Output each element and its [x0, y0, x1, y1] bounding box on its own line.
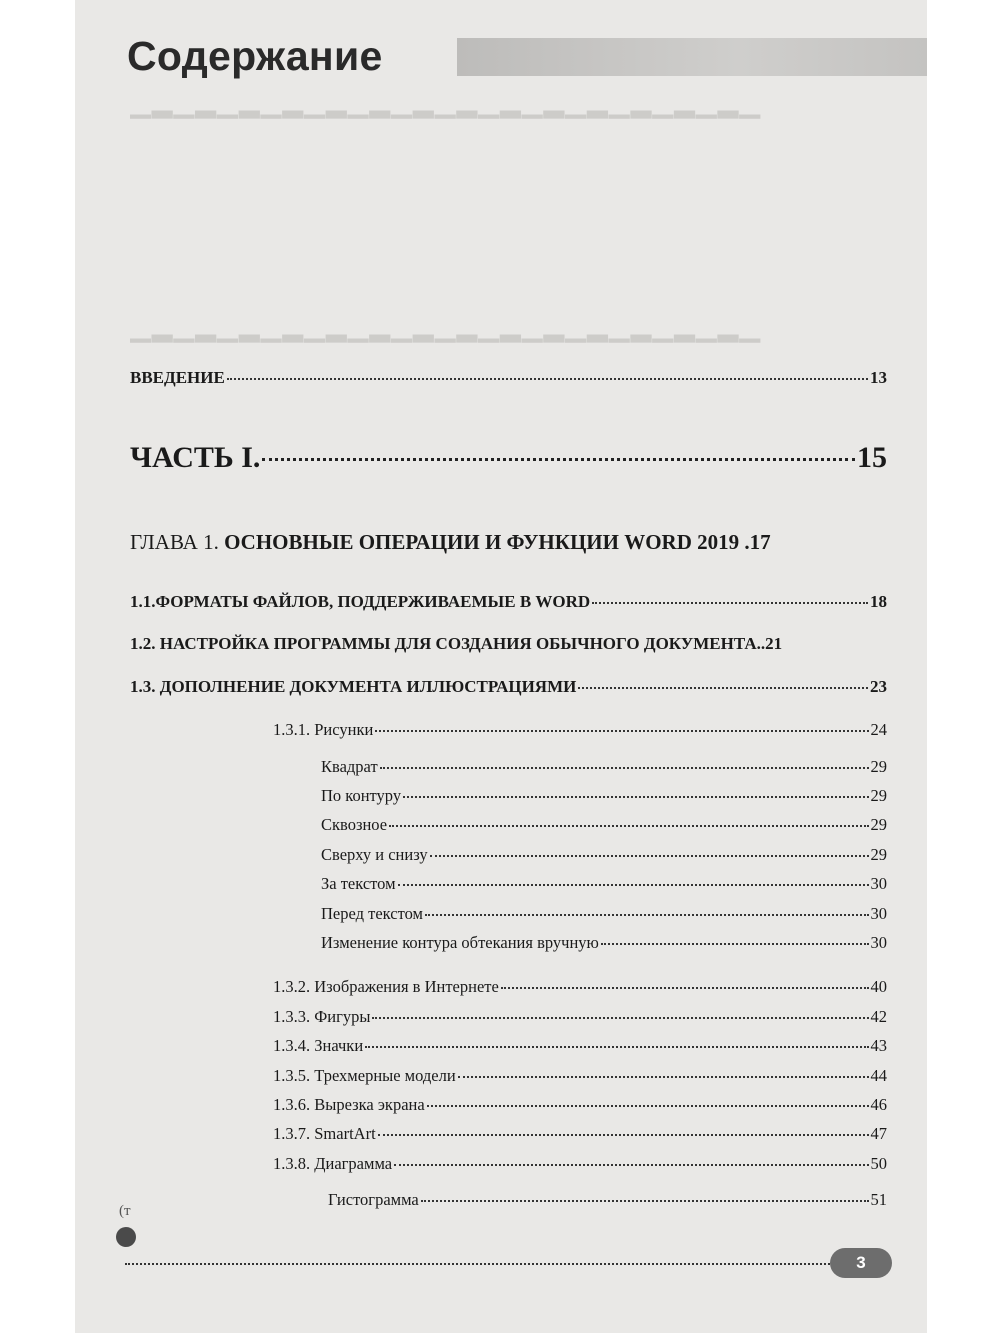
leader-dots [389, 825, 868, 827]
toc-entry-item[interactable] [321, 786, 887, 806]
toc-entry-label: 1.3.5. Трехмерные модели [273, 1066, 456, 1085]
leader-dots [578, 687, 868, 689]
leader-dots [430, 855, 869, 857]
toc-page-number: 30 [870, 874, 887, 893]
page-title: Содержание [127, 33, 383, 79]
leader-dots [378, 1134, 869, 1136]
footer-mark: (т [119, 1203, 131, 1219]
toc-entry-label: ГЛАВА 1. ОСНОВНЫЕ ОПЕРАЦИИ И ФУНКЦИИ WORD 2019 .17 [130, 530, 771, 554]
toc-entry-item[interactable] [321, 815, 887, 835]
leader-dots [421, 1200, 869, 1202]
toc-entry-subsection[interactable] [273, 1066, 887, 1086]
toc-entry-label: 1.3.6. Вырезка экрана [273, 1095, 425, 1114]
toc-entry-item[interactable] [321, 845, 887, 865]
footer-dotted-line [125, 1263, 870, 1265]
toc-entry-label: 1.3. ДОПОЛНЕНИЕ ДОКУМЕНТА ИЛЛЮСТРАЦИЯМИ [130, 677, 577, 696]
toc-entry-item[interactable] [321, 933, 887, 953]
toc-page-number: 50 [870, 1154, 887, 1173]
leader-dots [380, 767, 869, 769]
toc-page-number: 47 [870, 1124, 887, 1143]
toc-entry-label: 1.3.3. Фигуры [273, 1007, 371, 1026]
leader-dots [425, 914, 869, 916]
toc-entry-intro[interactable] [130, 368, 887, 388]
toc-entry-chapter[interactable] [130, 530, 887, 555]
toc-entry-label: 1.1.ФОРМАТЫ ФАЙЛОВ, ПОДДЕРЖИВАЕМЫЕ В WORD [130, 592, 591, 611]
chapter-title: ОСНОВНЫЕ ОПЕРАЦИИ И ФУНКЦИИ WORD 2019 [224, 530, 740, 554]
toc-page-number: 23 [870, 677, 887, 696]
document-page [75, 0, 927, 1333]
toc-page-number: 29 [870, 757, 887, 776]
toc-entry-label: За текстом [321, 874, 396, 893]
toc-entry-section[interactable]: 1.2. НАСТРОЙКА ПРОГРАММЫ ДЛЯ СОЗДАНИЯ ОБЫЧНОГО ДОКУМЕНТА .. 21 [130, 634, 783, 653]
leader-dots [403, 796, 868, 798]
leader-dots [365, 1046, 868, 1048]
toc-entry-label: 1.3.4. Значки [273, 1036, 364, 1055]
toc-page-number: 30 [870, 904, 887, 923]
header-band [457, 38, 927, 76]
toc-page-number: 30 [870, 933, 887, 952]
chapter-prefix: ГЛАВА 1. [130, 530, 219, 554]
leader-dots [372, 1017, 868, 1019]
leader-dots [592, 602, 868, 604]
toc-entry-label: Перед текстом [321, 904, 423, 923]
toc-entry-item[interactable] [321, 874, 887, 894]
toc-page-number: 29 [870, 815, 887, 834]
toc-page-number: 29 [870, 786, 887, 805]
toc-page-number: 46 [870, 1095, 887, 1114]
toc-entry-label: 1.3.1. Рисунки [273, 720, 374, 739]
toc-page-number: 44 [870, 1066, 887, 1085]
toc-entry-item[interactable] [321, 757, 887, 777]
toc-page-number: 13 [870, 368, 887, 387]
toc-page-number: 18 [870, 592, 887, 611]
toc-entry-item[interactable] [321, 904, 887, 924]
toc-entry-label: Изменение контура обтекания вручную [321, 933, 599, 952]
toc-entry-label: Квадрат [321, 757, 378, 776]
toc-entry-label: По контуру [321, 786, 402, 805]
page-number-badge: 3 [830, 1248, 892, 1278]
toc-entry-part[interactable] [130, 441, 887, 475]
toc-entry-item[interactable] [328, 1190, 887, 1210]
toc-entry-subsection[interactable] [273, 1036, 887, 1056]
toc-page-number: 43 [870, 1036, 887, 1055]
toc-entry-section[interactable] [130, 592, 887, 612]
leader-dots [394, 1164, 868, 1166]
show-through-decoration: ▁▂▁▂▁▂▁▂▁▂▁▂▁▂▁▂▁▂▁▂▁▂▁▂▁▂▁▂▁ [130, 312, 762, 342]
toc-page-number: 17 [749, 530, 771, 554]
leader-dots [398, 884, 869, 886]
toc-page-number: 40 [870, 977, 887, 996]
toc-entry-label: Сквозное [321, 815, 388, 834]
leader-dots [601, 943, 869, 945]
toc-entry-subsection[interactable] [273, 1124, 887, 1144]
toc-entry-subsection[interactable] [273, 720, 887, 740]
toc-entry-label: 1.2. НАСТРОЙКА ПРОГРАММЫ ДЛЯ СОЗДАНИЯ ОБЫЧНОГО ДОКУМЕНТА [130, 634, 757, 653]
toc-page-number: 15 [857, 441, 887, 474]
toc-entry-label: 1.3.8. Диаграмма [273, 1154, 393, 1173]
toc-page-number: 21 [765, 634, 783, 653]
toc-entry-section[interactable] [130, 677, 887, 697]
toc-page-number: 51 [870, 1190, 887, 1209]
toc-page-number: 29 [870, 845, 887, 864]
leader-dots [227, 378, 868, 380]
toc-entry-subsection[interactable] [273, 1095, 887, 1115]
toc-entry-subsection[interactable] [273, 977, 887, 997]
toc-entry-subsection[interactable] [273, 1154, 887, 1174]
toc-entry-subsection[interactable] [273, 1007, 887, 1027]
leader-dots [262, 458, 855, 461]
show-through-decoration: ▁▂▁▂▁▂▁▂▁▂▁▂▁▂▁▂▁▂▁▂▁▂▁▂▁▂▁▂▁ [130, 88, 762, 118]
leader-dots [458, 1076, 869, 1078]
toc-page-number: 24 [870, 720, 887, 739]
footer-bullet-icon [116, 1227, 136, 1247]
toc-entry-label: ЧАСТЬ I. [130, 441, 261, 474]
toc-entry-label: 1.3.2. Изображения в Интернете [273, 977, 499, 996]
leader-dots [501, 987, 869, 989]
toc-entry-label: 1.3.7. SmartArt [273, 1124, 376, 1143]
toc-entry-label: Гистограмма [328, 1190, 419, 1209]
toc-page-number: 42 [870, 1007, 887, 1026]
leader-dots [427, 1105, 869, 1107]
toc-entry-label: ВВЕДЕНИЕ [130, 368, 225, 387]
leader-dots [375, 730, 868, 732]
toc-entry-label: Сверху и снизу [321, 845, 428, 864]
